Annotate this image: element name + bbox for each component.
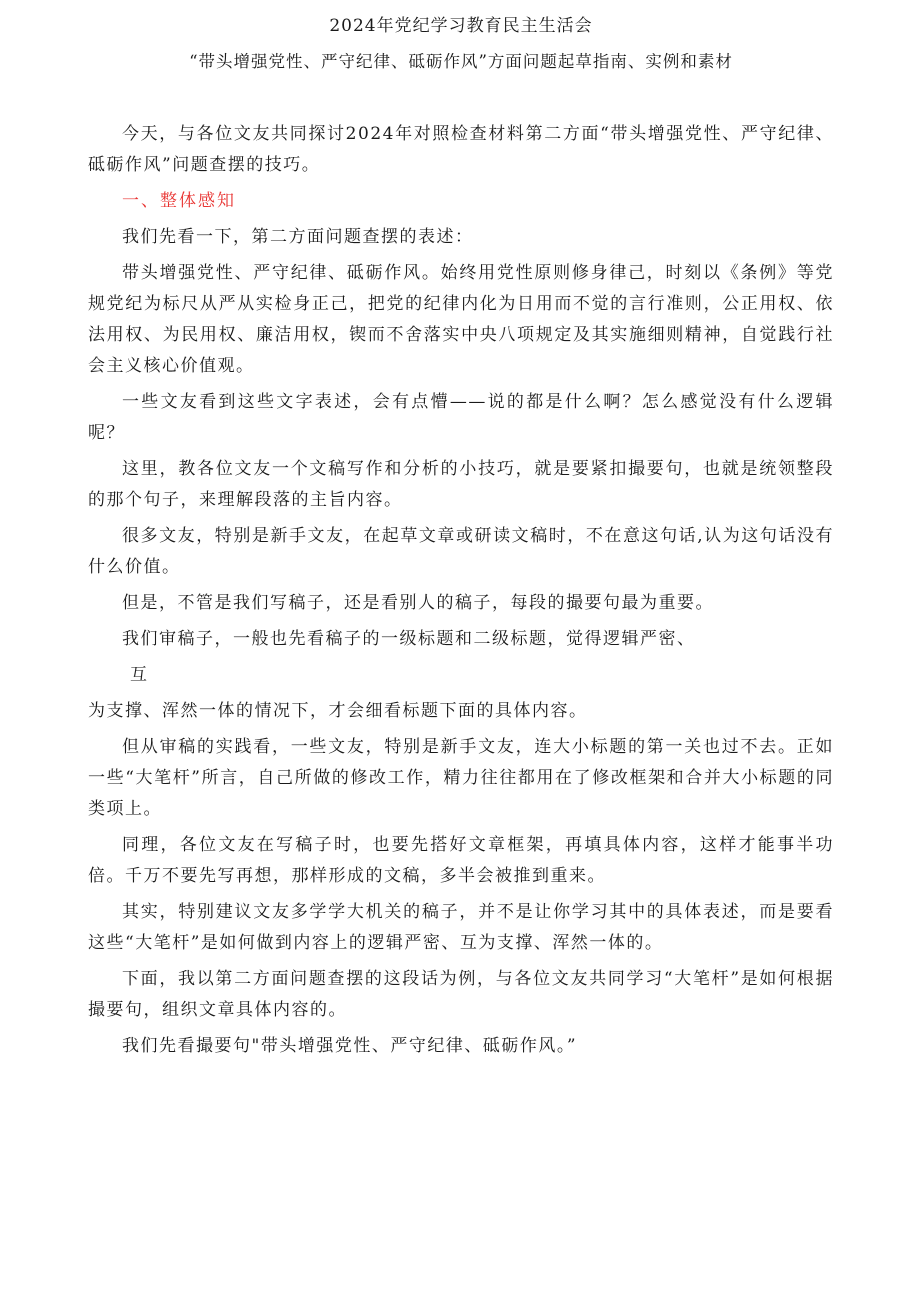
paragraph-intro: 今天，与各位文友共同探讨2024年对照检查材料第二方面“带头增强党性、严守纪律、砥砺作风”问题查摆的技巧。	[88, 124, 834, 175]
paragraph-continuation: 为支撑、浑然一体的情况下，才会细看标题下面的具体内容。	[88, 701, 588, 721]
paragraph: 其实，特别建议文友多学学大机关的稿子，并不是让你学习其中的具体表述，而是要看这些“大笔杆”是如何做到内容上的逻辑严密、互为支撑、浑然一体的。	[88, 902, 834, 953]
document-subtitle: “带头增强党性、严守纪律、砥砺作风”方面问题起草指南、实例和素材	[189, 52, 733, 71]
paragraph-quote: 带头增强党性、严守纪律、砥砺作风。始终用党性原则修身律己，时刻以《条例》等党规党纪为标尺从严从实检身正己，把党的纪律内化为日用而不觉的言行准则，公正用权、依法用权、为民用权、廉洁用权，锲而不舍落实中央八项规定及其实施细则精神，自觉践行社会主义核心价值观。	[88, 263, 834, 376]
paragraph: 下面，我以第二方面问题查摆的这段话为例，与各位文友共同学习“大笔杆”是如何根据撮要句，组织文章具体内容的。	[88, 969, 834, 1020]
paragraph: 但从审稿的实践看，一些文友，特别是新手文友，连大小标题的第一关也过不去。正如一些“大笔杆”所言，自己所做的修改工作，精力往往都用在了修改框架和合并大小标题的同类项上。	[88, 737, 834, 819]
paragraph: 一些文友看到这些文字表述，会有点懵——说的都是什么啊？怎么感觉没有什么逻辑呢？	[88, 392, 834, 443]
document-title: 2024年党纪学习教育民主生活会	[329, 16, 593, 36]
paragraph: 我们先看一下，第二方面问题查摆的表述：	[122, 227, 474, 247]
paragraph: 同理，各位文友在写稿子时，也要先搭好文章框架，再填具体内容，这样才能事半功倍。千万不要先写再想，那样形成的文稿，多半会被推到重来。	[88, 835, 834, 886]
paragraph: 我们审稿子，一般也先看稿子的一级标题和二级标题，觉得逻辑严密、	[122, 629, 696, 649]
paragraph: 但是，不管是我们写稿子，还是看别人的稿子，每段的撮要句最为重要。	[122, 593, 714, 613]
paragraph: 我们先看撮要句"带头增强党性、严守纪律、砥砺作风。”	[122, 1036, 578, 1056]
paragraph: 很多文友，特别是新手文友，在起草文章或研读文稿时，不在意这句话,认为这句话没有什么价值。	[88, 526, 834, 577]
section-heading: 一、整体感知	[122, 191, 236, 211]
paragraph-fragment: 互	[130, 665, 147, 685]
paragraph: 这里，教各位文友一个文稿写作和分析的小技巧，就是要紧扣撮要句，也就是统领整段的那个句子，来理解段落的主旨内容。	[88, 459, 834, 510]
